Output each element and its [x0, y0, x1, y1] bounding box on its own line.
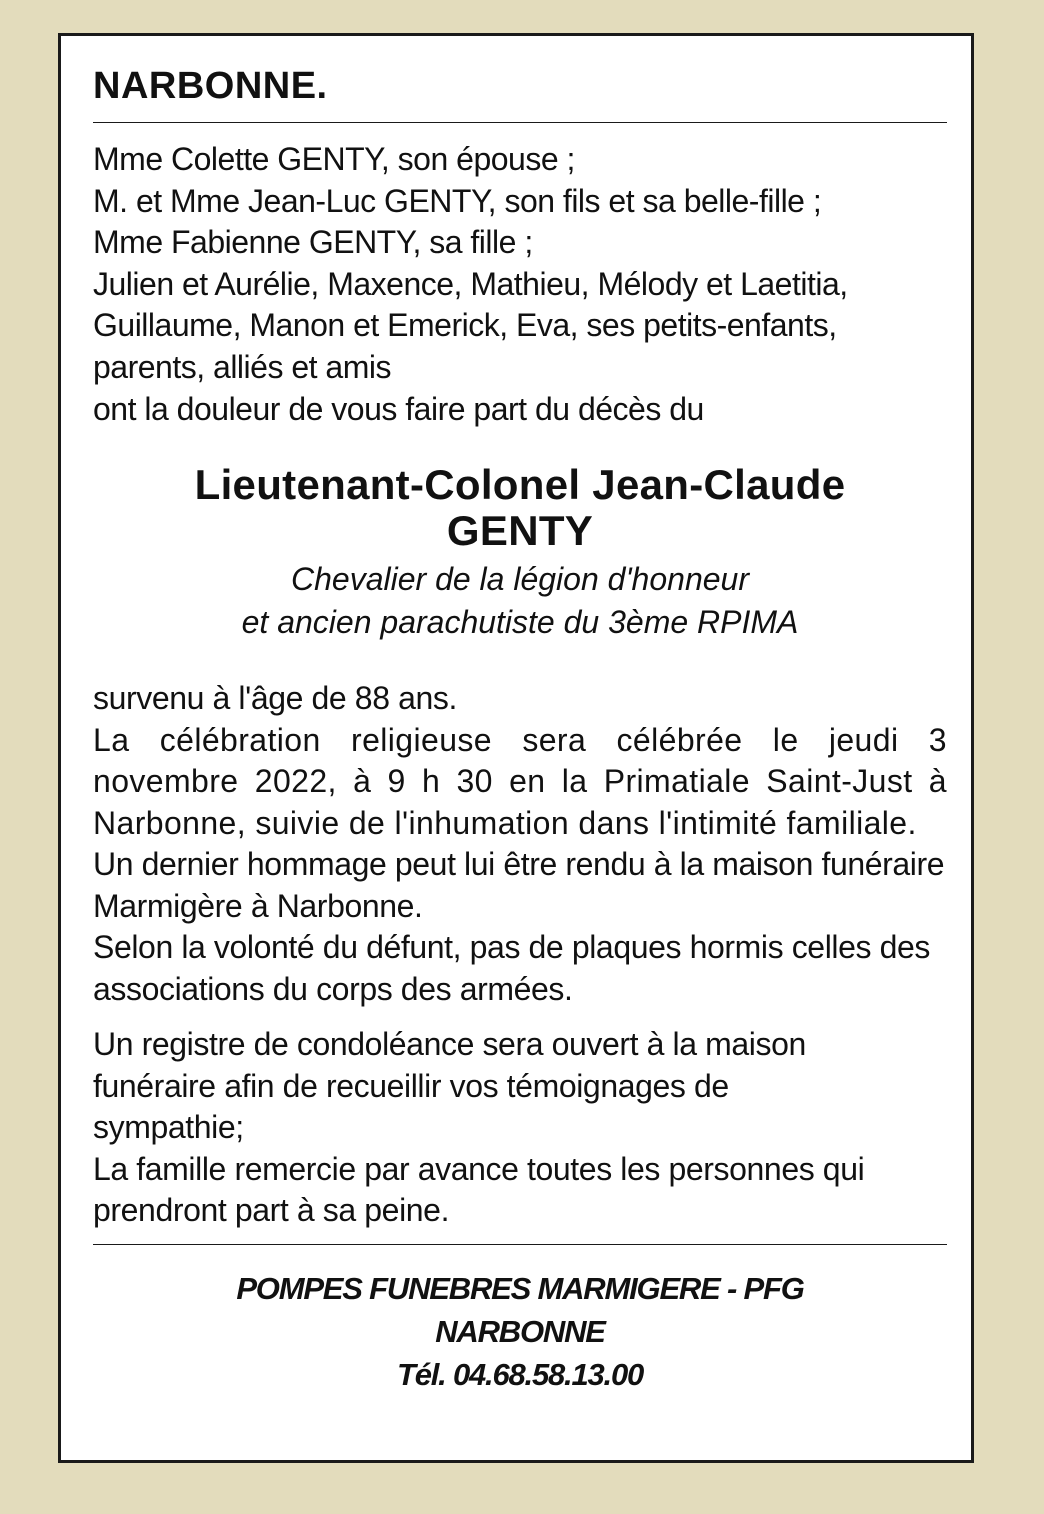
wishes-text: Selon la volonté du défunt, pas de plaques hormis celles des associations du corps des armées. — [93, 929, 931, 1007]
city-heading: NARBONNE. — [93, 65, 328, 107]
family-line: M. et Mme Jean-Luc GENTY, son fils et sa belle-fille ; — [93, 182, 822, 219]
family-line: Julien et Aurélie, Maxence, Mathieu, Mélody et Laetitia, — [93, 265, 848, 302]
age-text: survenu à l'âge de 88 ans. — [93, 680, 457, 717]
family-line: parents, alliés et amis — [93, 348, 391, 385]
funeral-home-name: POMPES FUNEBRES MARMIGERE - PFG — [236, 1270, 804, 1306]
deceased-honor-line1: Chevalier de la légion d'honneur — [291, 561, 749, 598]
tribute-text: Un dernier hommage peut lui être rendu à la maison funéraire Marmigère à Narbonne. — [93, 846, 945, 924]
family-line: Mme Fabienne GENTY, sa fille ; — [93, 224, 533, 261]
deceased-name-line1: Lieutenant-Colonel Jean-Claude — [194, 461, 846, 509]
funeral-home-footer — [93, 1267, 947, 1396]
family-list — [93, 139, 947, 430]
obituary-notice — [58, 33, 974, 1463]
funeral-home-phone: Tél. 04.68.58.13.00 — [396, 1356, 644, 1392]
thanks-text: La famille remercie par avance toutes les personnes qui prendront part à sa peine. — [93, 1150, 865, 1229]
paragraph-gap — [93, 1010, 947, 1024]
funeral-home-city: NARBONNE — [435, 1313, 605, 1349]
details-block — [93, 678, 947, 1232]
top-divider — [93, 122, 947, 123]
deceased-name-line2: GENTY — [446, 507, 594, 555]
notice-content — [93, 36, 947, 1396]
family-line: Mme Colette GENTY, son épouse ; — [93, 141, 575, 177]
bottom-divider — [93, 1244, 947, 1245]
ceremony-text: La célébration religieuse sera célébrée le jeudi 3 novembre 2022, à 9 h 30 en la Primatiale Saint-Just à Narbonne, suivie de l'inhumation dans l'intimité familiale. — [93, 721, 947, 841]
deceased-honor-line2: et ancien parachutiste du 3ème RPIMA — [241, 604, 799, 641]
register-text: Un registre de condoléance sera ouvert à la maison funéraire afin de recueillir vos témoignages de sympathie; — [93, 1026, 806, 1146]
family-line: ont la douleur de vous faire part du décès du — [93, 390, 704, 427]
family-line: Guillaume, Manon et Emerick, Eva, ses petits-enfants, — [93, 307, 837, 344]
deceased-block — [93, 462, 947, 644]
